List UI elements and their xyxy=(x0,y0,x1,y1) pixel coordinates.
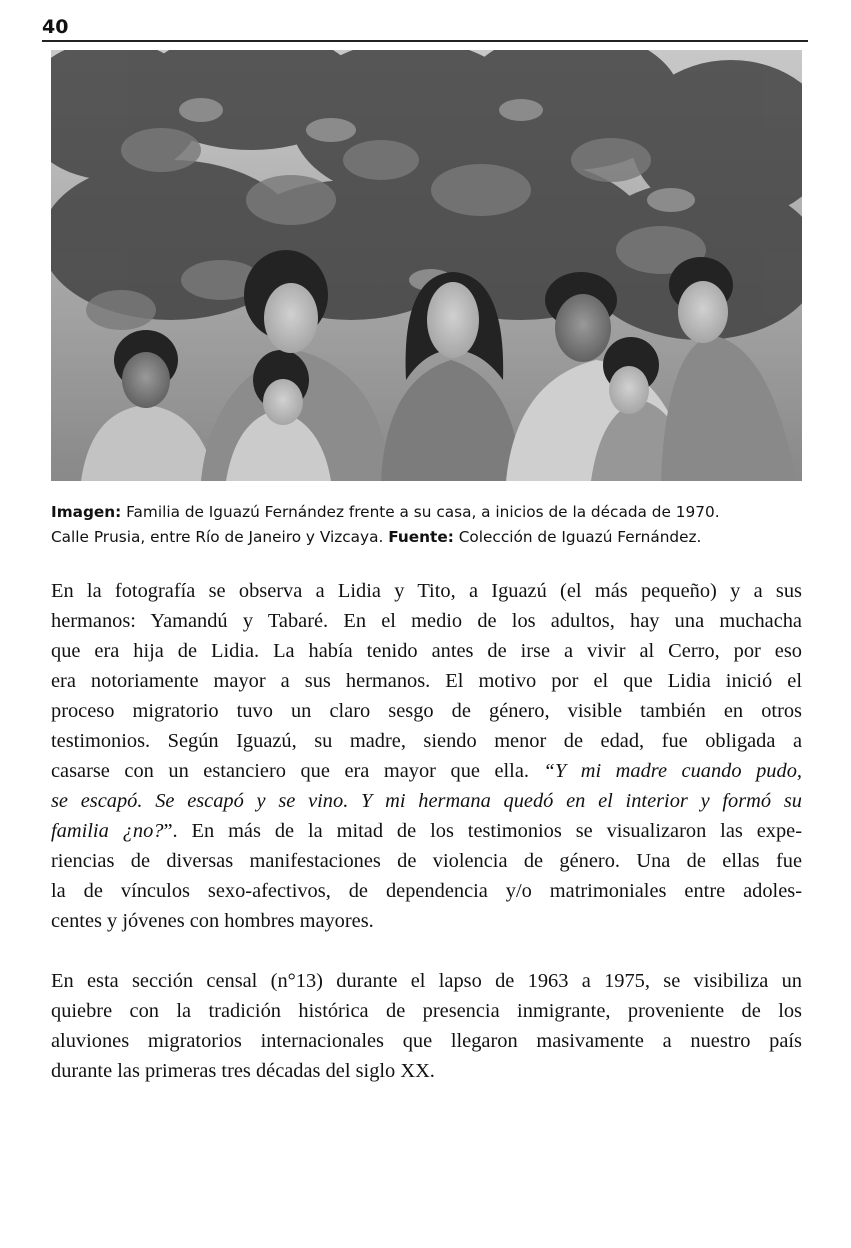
testimony-quote: se escapó. Se escapó y se vino. Y mi hermana quedó en el interior y formó su xyxy=(51,790,802,812)
paragraph-2 xyxy=(51,966,802,1086)
paragraph-1-line xyxy=(51,786,802,816)
caption-source-label: Fuente: xyxy=(388,527,454,546)
paragraph-2-line: aluviones migratorios internacionales que llegaron masivamente a nuestro país xyxy=(51,1030,802,1052)
paragraph-1-line: testimonios. Según Iguazú, su madre, siendo menor de edad, fue obligada a xyxy=(51,730,802,752)
paragraph-1-line: riencias de diversas manifestaciones de violencia de género. Una de ellas fue xyxy=(51,850,802,872)
caption-line-1 xyxy=(51,500,811,525)
caption-line-2 xyxy=(51,525,811,550)
paragraph-1-line: En la fotografía se observa a Lidia y Tito, a Iguazú (el más pequeño) y a sus xyxy=(51,580,802,602)
paragraph-1-line xyxy=(51,816,802,846)
testimony-quote: familia ¿no? xyxy=(51,820,164,842)
paragraph-1-line: proceso migratorio tuvo un claro sesgo de género, visible también en otros xyxy=(51,700,802,722)
paragraph-1 xyxy=(51,576,802,936)
family-photo-image xyxy=(51,50,802,481)
paragraph-2-line: durante las primeras tres décadas del siglo XX. xyxy=(51,1060,435,1082)
paragraph-1-line xyxy=(51,756,802,786)
caption-text-2: Calle Prusia, entre Río de Janeiro y Vizcaya. xyxy=(51,527,389,546)
caption-source-text: Colección de Iguazú Fernández. xyxy=(453,527,702,546)
paragraph-1-text: ”. En más de la mitad de los testimonios se visualizaron las expe- xyxy=(163,820,803,842)
paragraph-2-line: En esta sección censal (n°13) durante el lapso de 1963 a 1975, se visibiliza un xyxy=(51,970,802,992)
testimony-quote: “Y mi madre cuando pudo, xyxy=(543,760,802,782)
paragraph-1-line: centes y jóvenes con hombres mayores. xyxy=(51,910,374,932)
paragraph-2-line: quiebre con la tradición histórica de presencia inmigrante, proveniente de los xyxy=(51,1000,802,1022)
page-number: 40 xyxy=(42,16,69,38)
paragraph-1-line: la de vínculos sexo-afectivos, de dependencia y/o matrimoniales entre adoles- xyxy=(51,880,802,902)
paragraph-1-line: hermanos: Yamandú y Tabaré. En el medio de los adultos, hay una muchacha xyxy=(51,610,802,632)
paragraph-1-line: era notoriamente mayor a sus hermanos. El motivo por el que Lidia inició el xyxy=(51,670,802,692)
photo-caption xyxy=(51,500,811,549)
caption-image-label: Imagen: xyxy=(51,503,122,521)
paragraph-1-line: que era hija de Lidia. La había tenido antes de irse a vivir al Cerro, por eso xyxy=(51,640,802,662)
header-rule xyxy=(42,40,808,42)
caption-text-1: Familia de Iguazú Fernández frente a su casa, a inicios de la década de 1970. xyxy=(121,503,720,521)
family-photo xyxy=(51,50,802,481)
paragraph-1-text: casarse con un estanciero que era mayor que ella. xyxy=(51,760,544,782)
